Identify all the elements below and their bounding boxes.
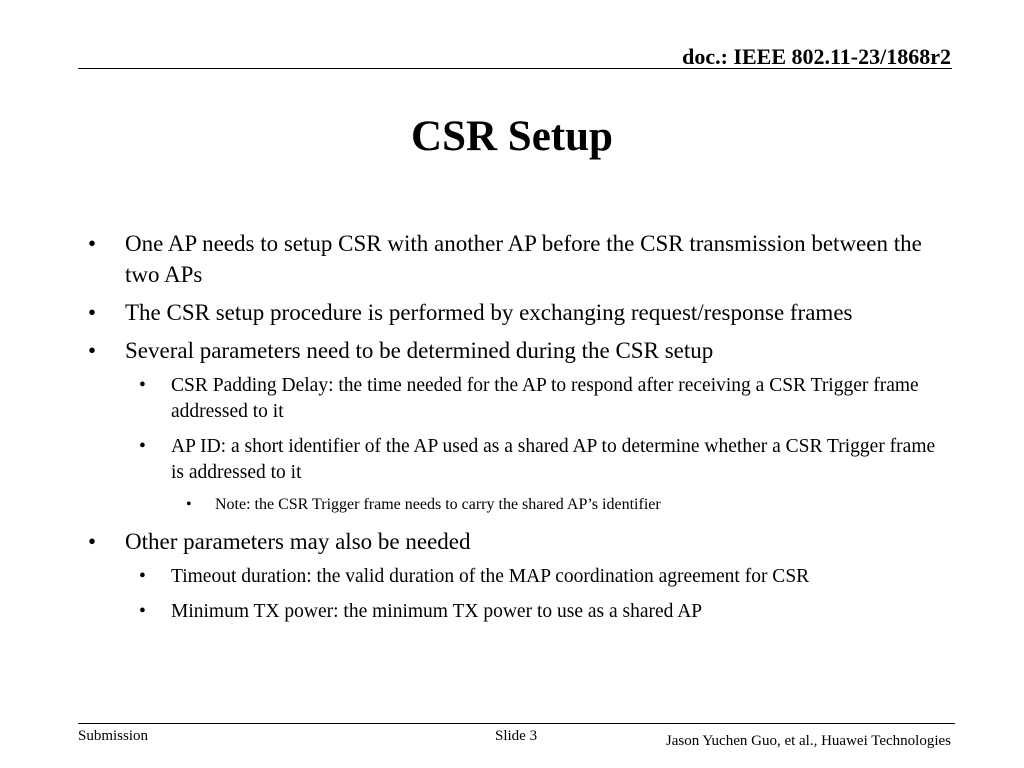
- bullet-dot-icon: •: [139, 566, 146, 587]
- slide-body: [86, 228, 946, 634]
- footer-authors: Jason Yuchen Guo, et al., Huawei Technologies: [665, 733, 951, 749]
- bullet-dot-icon: •: [88, 529, 97, 554]
- bullet-dot-icon: •: [139, 375, 146, 396]
- bullet-dot-icon: •: [88, 338, 97, 363]
- bullet-text: Timeout duration: the valid duration of the MAP coordination agreement for CSR: [171, 566, 810, 587]
- bullet-level1: [86, 335, 946, 366]
- slide-title: CSR Setup: [411, 113, 613, 160]
- footer-divider: [78, 723, 955, 724]
- bullet-text: Several parameters need to be determined during the CSR setup: [125, 338, 714, 363]
- bullet-level3: [86, 495, 946, 515]
- bullet-text: The CSR setup procedure is performed by exchanging request/response frames: [125, 300, 853, 325]
- bullet-level2: [86, 373, 946, 425]
- bullet-text: Other parameters may also be needed: [125, 529, 471, 554]
- bullet-level1: [86, 526, 946, 557]
- bullet-level2: [86, 434, 946, 486]
- bullet-dot-icon: •: [88, 300, 97, 325]
- bullet-text: Minimum TX power: the minimum TX power to use as a shared AP: [171, 601, 703, 622]
- bullet-level2: [86, 599, 946, 625]
- bullet-text: AP ID: a short identifier of the AP used as a shared AP to determine whether a CSR Trigger frame is addressed to it: [171, 436, 936, 483]
- bullet-text: Note: the CSR Trigger frame needs to carry the shared AP’s identifier: [215, 496, 661, 513]
- header-divider: [78, 68, 952, 69]
- bullet-text: One AP needs to setup CSR with another AP before the CSR transmission between the two APs: [125, 231, 922, 287]
- bullet-level1: [86, 297, 946, 328]
- footer-submission: Submission: [78, 728, 149, 744]
- document-id: doc.: IEEE 802.11-23/1868r2: [682, 44, 951, 69]
- bullet-dot-icon: •: [139, 436, 146, 457]
- slide-number: Slide 3: [495, 728, 538, 744]
- bullet-level1: [86, 228, 946, 290]
- bullet-dot-icon: •: [186, 496, 192, 513]
- bullet-text: CSR Padding Delay: the time needed for the AP to respond after receiving a CSR Trigger frame addressed to it: [171, 375, 919, 422]
- bullet-dot-icon: •: [139, 601, 146, 622]
- bullet-level2: [86, 564, 946, 590]
- bullet-dot-icon: •: [88, 231, 97, 256]
